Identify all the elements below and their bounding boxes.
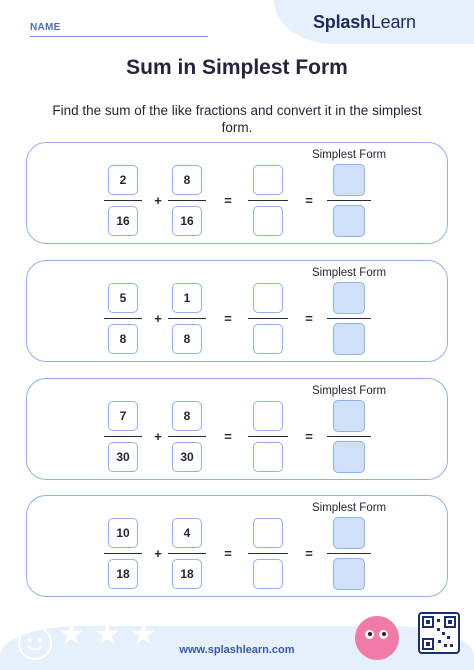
- equals-sign: =: [224, 429, 232, 444]
- plus-sign: +: [154, 546, 162, 561]
- sum-denominator-input[interactable]: [253, 559, 283, 589]
- simplest-numerator-input[interactable]: [333, 282, 365, 314]
- simplest-form-label: Simplest Form: [312, 502, 387, 514]
- simplest-denominator-input[interactable]: [333, 441, 365, 473]
- problem-panel: [26, 142, 448, 244]
- name-label: NAME: [30, 22, 61, 33]
- fraction-b-numerator: 1: [172, 283, 202, 313]
- fraction-bar: [327, 200, 371, 201]
- plus-sign: +: [154, 429, 162, 444]
- simplest-form-label: Simplest Form: [312, 149, 387, 161]
- qr-code-icon: [418, 612, 460, 654]
- fraction-bar: [327, 318, 371, 319]
- fraction-b-denominator: 18: [172, 559, 202, 589]
- fraction-bar: [327, 553, 371, 554]
- fraction-b-denominator: 30: [172, 442, 202, 472]
- sum-numerator-input[interactable]: [253, 401, 283, 431]
- worksheet-title: Sum in Simplest Form: [126, 56, 348, 79]
- star-icon: ★: [94, 618, 121, 651]
- fraction-bar: [168, 200, 206, 201]
- fraction-b-numerator: 8: [172, 401, 202, 431]
- simplest-numerator-input[interactable]: [333, 400, 365, 432]
- fraction-bar: [248, 436, 288, 437]
- fraction-bar: [248, 553, 288, 554]
- simplest-denominator-input[interactable]: [333, 558, 365, 590]
- fraction-a-numerator: 7: [108, 401, 138, 431]
- problem-panel: [26, 495, 448, 597]
- logo-light-text: Learn: [370, 12, 416, 32]
- fraction-a-denominator: 16: [108, 206, 138, 236]
- fraction-a-numerator: 10: [108, 518, 138, 548]
- splashlearn-logo: [313, 12, 416, 33]
- footer-url[interactable]: www.splashlearn.com: [179, 644, 295, 656]
- logo-bold-text: Splash: [313, 12, 371, 32]
- fraction-a-denominator: 30: [108, 442, 138, 472]
- fraction-bar: [104, 318, 142, 319]
- fraction-bar: [104, 436, 142, 437]
- equals-sign: =: [305, 311, 313, 326]
- plus-sign: +: [154, 193, 162, 208]
- problem-panel: [26, 260, 448, 362]
- sum-numerator-input[interactable]: [253, 165, 283, 195]
- name-field-line[interactable]: [30, 36, 208, 37]
- equals-sign: =: [305, 193, 313, 208]
- problem-panel: [26, 378, 448, 480]
- instructions: Find the sum of the like fractions and convert it in the simplest form.: [52, 103, 422, 135]
- equals-sign: =: [305, 429, 313, 444]
- fraction-b-numerator: 8: [172, 165, 202, 195]
- fraction-bar: [168, 318, 206, 319]
- fraction-bar: [248, 200, 288, 201]
- simplest-form-label: Simplest Form: [312, 267, 387, 279]
- equals-sign: =: [305, 546, 313, 561]
- plus-sign: +: [154, 311, 162, 326]
- fraction-a-numerator: 2: [108, 165, 138, 195]
- fraction-a-denominator: 18: [108, 559, 138, 589]
- fraction-bar: [327, 436, 371, 437]
- simplest-numerator-input[interactable]: [333, 517, 365, 549]
- equals-sign: =: [224, 193, 232, 208]
- equals-sign: =: [224, 546, 232, 561]
- simplest-denominator-input[interactable]: [333, 205, 365, 237]
- simplest-numerator-input[interactable]: [333, 164, 365, 196]
- fraction-a-denominator: 8: [108, 324, 138, 354]
- fraction-bar: [248, 318, 288, 319]
- mascot-icon: [355, 616, 399, 660]
- fraction-bar: [104, 553, 142, 554]
- simplest-form-label: Simplest Form: [312, 385, 387, 397]
- simplest-denominator-input[interactable]: [333, 323, 365, 355]
- sum-numerator-input[interactable]: [253, 518, 283, 548]
- star-icon: ★: [130, 618, 157, 651]
- sum-denominator-input[interactable]: [253, 442, 283, 472]
- fraction-b-denominator: 16: [172, 206, 202, 236]
- equals-sign: =: [224, 311, 232, 326]
- sum-denominator-input[interactable]: [253, 324, 283, 354]
- fraction-b-denominator: 8: [172, 324, 202, 354]
- fraction-bar: [168, 436, 206, 437]
- sum-numerator-input[interactable]: [253, 283, 283, 313]
- fraction-a-numerator: 5: [108, 283, 138, 313]
- fraction-bar: [104, 200, 142, 201]
- star-icon: ★: [58, 618, 85, 651]
- fraction-bar: [168, 553, 206, 554]
- sum-denominator-input[interactable]: [253, 206, 283, 236]
- fraction-b-numerator: 4: [172, 518, 202, 548]
